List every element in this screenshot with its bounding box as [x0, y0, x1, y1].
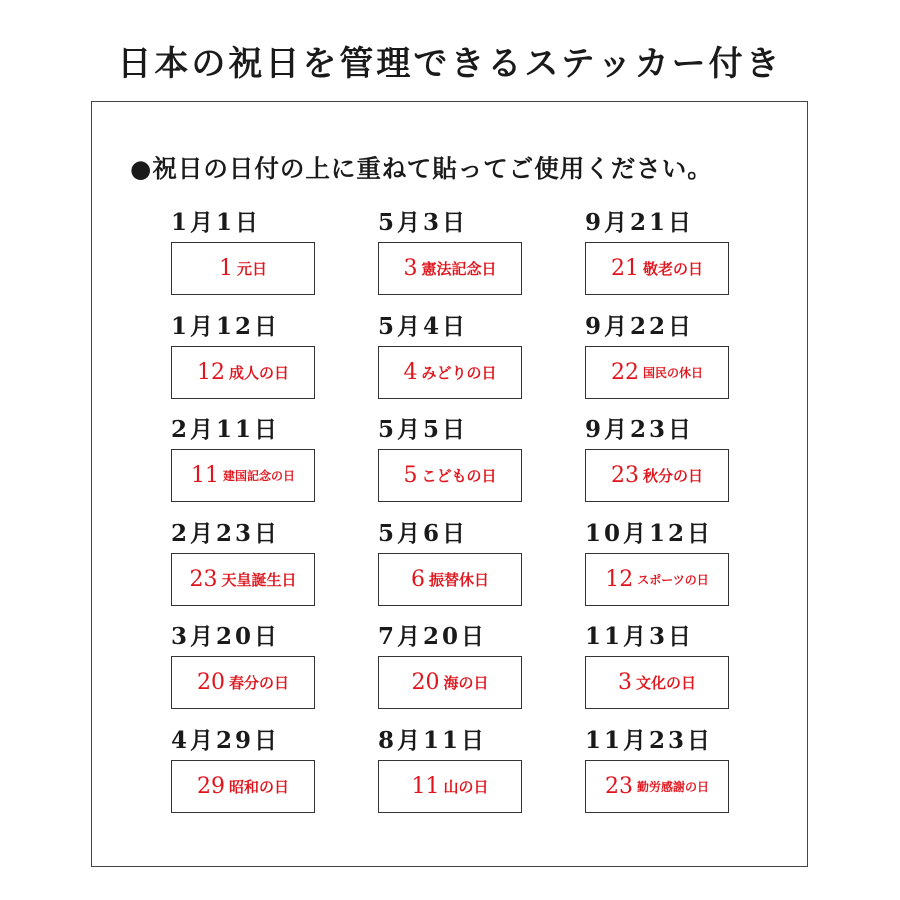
holiday-date: 1月12日 [171, 312, 281, 340]
holiday-sticker [171, 553, 315, 606]
holiday-date: 2月23日 [171, 519, 281, 547]
sticker-holiday-name: みどりの日 [421, 363, 497, 382]
holiday-date: 9月22日 [585, 312, 695, 340]
sticker-holiday-name: 国民の休日 [642, 365, 703, 380]
holiday-sticker [171, 449, 315, 502]
sticker-number: 12 [196, 359, 225, 385]
holiday-item [171, 310, 378, 414]
holiday-date: 11月23日 [585, 726, 714, 754]
instruction-text: ●祝日の日付の上に重ねて貼ってご使用ください。 [130, 154, 713, 183]
sticker-number: 3 [403, 256, 418, 281]
holiday-sticker [171, 656, 315, 709]
sticker-holiday-name: 成人の日 [228, 363, 289, 382]
holiday-sticker [171, 760, 315, 813]
holiday-item [585, 206, 792, 310]
sticker-holiday-name: 天皇誕生日 [221, 570, 297, 589]
holiday-grid [171, 206, 792, 828]
sticker-holiday-name: 昭和の日 [228, 777, 289, 796]
holiday-item [378, 310, 585, 414]
sticker-number: 22 [610, 359, 639, 385]
sticker-number: 20 [196, 670, 225, 696]
holiday-item [378, 724, 585, 828]
holiday-sticker [171, 346, 315, 399]
holiday-date: 5月3日 [378, 209, 469, 236]
sticker-number: 20 [411, 670, 440, 696]
sticker-holiday-name: 文化の日 [635, 674, 696, 693]
holiday-sticker [585, 346, 729, 399]
holiday-date: 3月20日 [171, 623, 281, 651]
sticker-holiday-name: 建国記念の日 [222, 469, 295, 484]
holiday-date: 5月5日 [378, 416, 469, 444]
sticker-holiday-name: 春分の日 [228, 674, 289, 693]
holiday-sticker [171, 242, 315, 295]
holiday-item [378, 620, 585, 724]
holiday-date: 11月3日 [585, 623, 695, 651]
sticker-holiday-name: 秋分の日 [642, 467, 703, 486]
holiday-item [585, 724, 792, 828]
holiday-date: 7月20日 [378, 623, 488, 651]
holiday-date: 5月4日 [378, 312, 469, 340]
sticker-number: 11 [411, 773, 440, 799]
holiday-sticker [585, 449, 729, 502]
sticker-number: 29 [196, 773, 225, 799]
sticker-holiday-name: 元日 [236, 260, 267, 278]
holiday-date: 4月29日 [171, 726, 281, 754]
holiday-item [171, 517, 378, 621]
holiday-sticker [585, 242, 729, 295]
holiday-date: 2月11日 [171, 416, 281, 444]
sticker-holiday-name: 憲法記念日 [421, 260, 497, 278]
holiday-sticker [585, 760, 729, 813]
sticker-number: 23 [189, 566, 218, 592]
holiday-date: 9月23日 [585, 416, 695, 444]
holiday-item [171, 206, 378, 310]
holiday-date: 5月6日 [378, 519, 469, 547]
sticker-holiday-name: スポーツの日 [637, 572, 709, 587]
sticker-holiday-name: 勤労感謝の日 [636, 779, 709, 794]
sticker-number: 1 [218, 256, 233, 281]
sticker-number: 23 [610, 463, 639, 489]
holiday-sticker [585, 656, 729, 709]
holiday-item [171, 724, 378, 828]
holiday-item [171, 413, 378, 517]
sticker-number: 5 [403, 463, 418, 489]
sticker-holiday-name: 振替休日 [428, 570, 489, 589]
holiday-item [585, 413, 792, 517]
holiday-sticker [378, 760, 522, 813]
holiday-item [585, 517, 792, 621]
sticker-number: 23 [604, 773, 633, 799]
holiday-sticker [378, 656, 522, 709]
holiday-sticker [378, 242, 522, 295]
page-title: 日本の祝日を管理できるステッカー付き [117, 44, 783, 84]
sticker-number: 21 [610, 256, 639, 281]
sticker-holiday-name: 敬老の日 [642, 260, 703, 278]
holiday-item [585, 620, 792, 724]
holiday-sticker [378, 346, 522, 399]
holiday-item [378, 413, 585, 517]
holiday-date: 1月1日 [171, 209, 262, 236]
holiday-date: 10月12日 [585, 519, 714, 547]
holiday-date: 8月11日 [378, 726, 488, 754]
holiday-item [171, 620, 378, 724]
sticker-number: 4 [403, 359, 418, 385]
sticker-holiday-name: こどもの日 [421, 467, 497, 486]
holiday-date: 9月21日 [585, 209, 695, 236]
holiday-item [585, 310, 792, 414]
holiday-sticker [378, 553, 522, 606]
sticker-number: 12 [605, 566, 634, 592]
sticker-holiday-name: 海の日 [443, 674, 489, 693]
holiday-sticker [378, 449, 522, 502]
holiday-sticker [585, 553, 729, 606]
sticker-holiday-name: 山の日 [443, 777, 489, 796]
holiday-item [378, 517, 585, 621]
sticker-number: 11 [190, 463, 219, 489]
sticker-number: 3 [617, 670, 632, 696]
holiday-item [378, 206, 585, 310]
sticker-number: 6 [410, 566, 425, 592]
